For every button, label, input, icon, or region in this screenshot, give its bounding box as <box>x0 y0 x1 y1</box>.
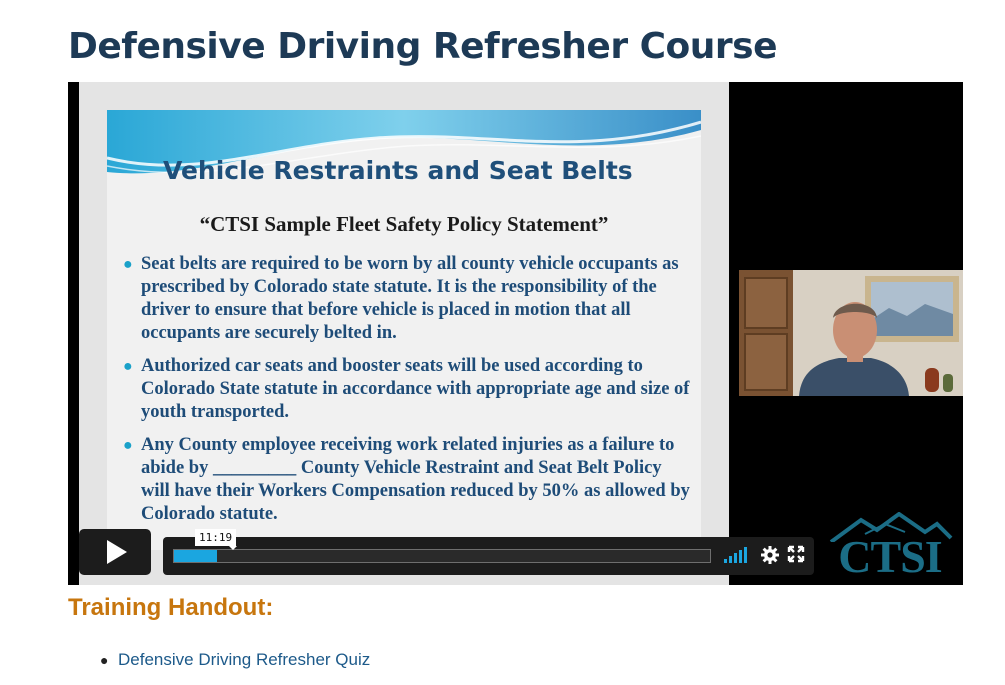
bullet-dot-icon: ● <box>123 358 133 375</box>
presenter-webcam <box>739 270 963 396</box>
slide-subheading: “CTSI Sample Fleet Safety Policy Statement” <box>199 212 609 236</box>
slide-bullet: ● Authorized car seats and booster seats will be used according to Colorado State statute in accordance with appropriate age and size of youth transported. <box>123 356 690 422</box>
slide-panel <box>107 110 701 550</box>
control-bar <box>163 537 814 575</box>
slide-bullet: ● Seat belts are required to be worn by all county vehicle occupants as prescribed by Colorado state statute. It is the responsibility of the driver to ensure that before vehicle is placed in motion that all occupants are securely belted in. <box>123 254 679 343</box>
fullscreen-icon[interactable] <box>787 545 805 563</box>
bullet-icon: ● <box>100 652 109 668</box>
gear-icon[interactable] <box>760 545 780 565</box>
page-title: Defensive Driving Refresher Course <box>68 26 778 67</box>
progress-fill <box>174 550 217 562</box>
volume-icon[interactable] <box>724 547 752 563</box>
bullet-dot-icon: ● <box>123 256 133 273</box>
slide-bullet-list <box>121 253 691 536</box>
quiz-link[interactable]: Defensive Driving Refresher Quiz <box>118 650 371 669</box>
video-player[interactable] <box>68 82 963 585</box>
play-icon <box>107 540 127 564</box>
time-tooltip: 11:19 <box>195 529 236 546</box>
play-button[interactable] <box>79 529 151 575</box>
presenter-image <box>739 270 963 396</box>
logo-text: CTSI <box>838 531 942 582</box>
handout-title: Training Handout: <box>68 594 274 621</box>
slide-heading: Vehicle Restraints and Seat Belts <box>163 156 633 185</box>
list-item <box>100 650 370 670</box>
player-controls <box>79 529 814 575</box>
slide-bullet: ● Any County employee receiving work related injuries as a failure to abide by _________ County Vehicle Restraint and Seat Belt Policy will have their Workers Compensation reduced by 50% as allowed by Colorado statute. <box>123 435 690 524</box>
bullet-dot-icon: ● <box>123 437 133 454</box>
video-slide <box>79 82 729 585</box>
ctsi-logo <box>825 512 955 582</box>
handout-link-list <box>100 650 370 670</box>
progress-bar[interactable] <box>173 549 711 563</box>
slide-wave-decoration <box>107 110 701 200</box>
